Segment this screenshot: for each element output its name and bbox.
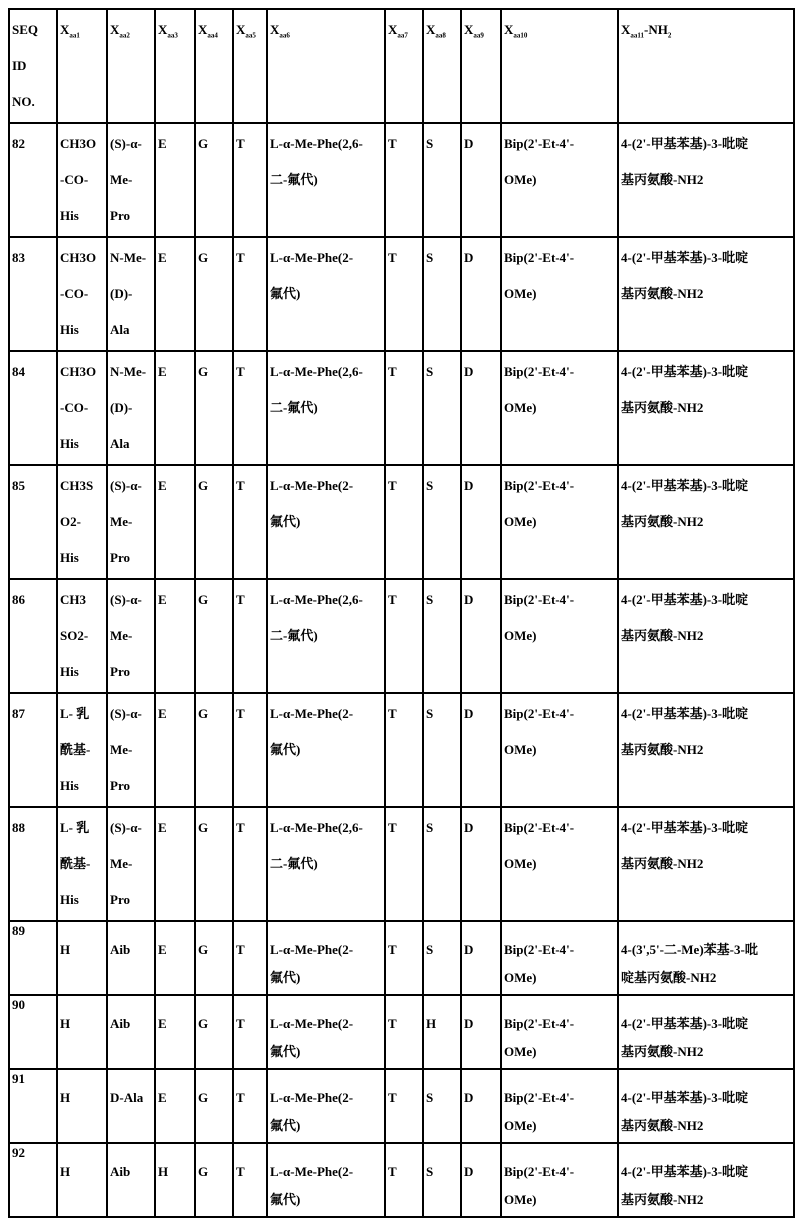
header-xaa7: Xaa7 — [385, 9, 423, 123]
table-row — [9, 693, 794, 807]
cell-x1: CH3O -CO- His — [57, 123, 107, 237]
header-xaa11: Xaa11-NH2 — [618, 9, 794, 123]
cell-x8: S — [423, 921, 461, 995]
cell-x4: G — [195, 1069, 233, 1143]
table-row — [9, 807, 794, 921]
cell-x11: 4-(2'-甲基苯基)-3-吡啶 基丙氨酸-NH2 — [618, 1143, 794, 1217]
table-row — [9, 921, 794, 995]
cell-x1: H — [57, 1143, 107, 1217]
seq-id-cell: 84 — [9, 351, 57, 465]
header-xaa10: Xaa10 — [501, 9, 618, 123]
cell-x11: 4-(2'-甲基苯基)-3-吡啶 基丙氨酸-NH2 — [618, 995, 794, 1069]
cell-x11: 4-(2'-甲基苯基)-3-吡啶 基丙氨酸-NH2 — [618, 693, 794, 807]
seq-id-cell: 88 — [9, 807, 57, 921]
cell-x10: Bip(2'-Et-4'- OMe) — [501, 921, 618, 995]
cell-x10: Bip(2'-Et-4'- OMe) — [501, 693, 618, 807]
cell-x3: E — [155, 1069, 195, 1143]
cell-x8: S — [423, 807, 461, 921]
cell-x11: 4-(2'-甲基苯基)-3-吡啶 基丙氨酸-NH2 — [618, 237, 794, 351]
seq-id-cell: 82 — [9, 123, 57, 237]
cell-x10: Bip(2'-Et-4'- OMe) — [501, 995, 618, 1069]
seq-id-cell — [9, 1069, 57, 1143]
seq-id: 91 — [12, 1072, 54, 1086]
cell-x1: H — [57, 921, 107, 995]
header-xaa4: Xaa4 — [195, 9, 233, 123]
seq-id: 89 — [12, 924, 54, 938]
cell-x3: E — [155, 807, 195, 921]
table-row — [9, 579, 794, 693]
cell-x5: T — [233, 123, 267, 237]
cell-x9: D — [461, 579, 501, 693]
cell-x3: E — [155, 693, 195, 807]
table-row — [9, 1069, 794, 1143]
cell-x8: H — [423, 995, 461, 1069]
cell-x1: L- 乳 酰基- His — [57, 693, 107, 807]
cell-x1: H — [57, 995, 107, 1069]
cell-x8: S — [423, 1143, 461, 1217]
cell-x8: S — [423, 351, 461, 465]
cell-x4: G — [195, 579, 233, 693]
cell-x5: T — [233, 807, 267, 921]
cell-x11: 4-(2'-甲基苯基)-3-吡啶 基丙氨酸-NH2 — [618, 351, 794, 465]
cell-x3: E — [155, 351, 195, 465]
cell-x7: T — [385, 921, 423, 995]
cell-x10: Bip(2'-Et-4'- OMe) — [501, 351, 618, 465]
cell-x5: T — [233, 465, 267, 579]
cell-x5: T — [233, 237, 267, 351]
cell-x5: T — [233, 921, 267, 995]
cell-x11: 4-(2'-甲基苯基)-3-吡啶 基丙氨酸-NH2 — [618, 807, 794, 921]
cell-x7: T — [385, 579, 423, 693]
cell-x4: G — [195, 123, 233, 237]
seq-id-cell: 87 — [9, 693, 57, 807]
cell-x8: S — [423, 237, 461, 351]
cell-x2: N-Me- (D)- Ala — [107, 351, 155, 465]
cell-x4: G — [195, 465, 233, 579]
cell-x10: Bip(2'-Et-4'- OMe) — [501, 807, 618, 921]
header-xaa8: Xaa8 — [423, 9, 461, 123]
cell-x8: S — [423, 1069, 461, 1143]
cell-x5: T — [233, 351, 267, 465]
cell-x6: L-α-Me-Phe(2,6- 二-氟代) — [267, 351, 385, 465]
cell-x11: 4-(2'-甲基苯基)-3-吡啶 基丙氨酸-NH2 — [618, 465, 794, 579]
cell-x1: CH3O -CO- His — [57, 237, 107, 351]
cell-x11: 4-(2'-甲基苯基)-3-吡啶 基丙氨酸-NH2 — [618, 123, 794, 237]
header-xaa1: Xaa1 — [57, 9, 107, 123]
cell-x7: T — [385, 1143, 423, 1217]
cell-x6: L-α-Me-Phe(2- 氟代) — [267, 465, 385, 579]
header-xaa9: Xaa9 — [461, 9, 501, 123]
header-row — [9, 9, 794, 123]
cell-x1: H — [57, 1069, 107, 1143]
cell-x2: (S)-α- Me- Pro — [107, 693, 155, 807]
cell-x8: S — [423, 693, 461, 807]
cell-x9: D — [461, 123, 501, 237]
cell-x9: D — [461, 693, 501, 807]
seq-id-cell: 83 — [9, 237, 57, 351]
cell-x6: L-α-Me-Phe(2- 氟代) — [267, 693, 385, 807]
cell-x6: L-α-Me-Phe(2- 氟代) — [267, 237, 385, 351]
cell-x11: 4-(2'-甲基苯基)-3-吡啶 基丙氨酸-NH2 — [618, 1069, 794, 1143]
cell-x2: (S)-α- Me- Pro — [107, 807, 155, 921]
cell-x8: S — [423, 465, 461, 579]
cell-x10: Bip(2'-Et-4'- OMe) — [501, 1069, 618, 1143]
cell-x2: (S)-α- Me- Pro — [107, 579, 155, 693]
seq-id-cell — [9, 1143, 57, 1217]
cell-x1: L- 乳 酰基- His — [57, 807, 107, 921]
sequence-table — [8, 8, 795, 1218]
cell-x9: D — [461, 465, 501, 579]
cell-x4: G — [195, 351, 233, 465]
cell-x10: Bip(2'-Et-4'- OMe) — [501, 1143, 618, 1217]
cell-x7: T — [385, 237, 423, 351]
cell-x2: (S)-α- Me- Pro — [107, 123, 155, 237]
seq-id-cell: 86 — [9, 579, 57, 693]
cell-x9: D — [461, 1143, 501, 1217]
cell-x2: Aib — [107, 1143, 155, 1217]
seq-id-cell — [9, 921, 57, 995]
cell-x6: L-α-Me-Phe(2,6- 二-氟代) — [267, 123, 385, 237]
cell-x2: N-Me- (D)- Ala — [107, 237, 155, 351]
cell-x1: CH3S O2- His — [57, 465, 107, 579]
cell-x7: T — [385, 807, 423, 921]
cell-x6: L-α-Me-Phe(2- 氟代) — [267, 1069, 385, 1143]
cell-x9: D — [461, 807, 501, 921]
header-seq-id: SEQ ID NO. — [9, 9, 57, 123]
cell-x9: D — [461, 921, 501, 995]
cell-x11: 4-(3',5'-二-Me)苯基-3-吡 啶基丙氨酸-NH2 — [618, 921, 794, 995]
cell-x5: T — [233, 1143, 267, 1217]
cell-x3: E — [155, 123, 195, 237]
header-xaa3: Xaa3 — [155, 9, 195, 123]
table-row — [9, 465, 794, 579]
table-row — [9, 1143, 794, 1217]
cell-x1: CH3O -CO- His — [57, 351, 107, 465]
cell-x7: T — [385, 693, 423, 807]
cell-x8: S — [423, 123, 461, 237]
cell-x9: D — [461, 995, 501, 1069]
header-xaa2: Xaa2 — [107, 9, 155, 123]
table-row — [9, 351, 794, 465]
cell-x6: L-α-Me-Phe(2- 氟代) — [267, 1143, 385, 1217]
cell-x9: D — [461, 351, 501, 465]
seq-id: 92 — [12, 1146, 54, 1160]
cell-x8: S — [423, 579, 461, 693]
table-row — [9, 995, 794, 1069]
cell-x5: T — [233, 995, 267, 1069]
cell-x5: T — [233, 1069, 267, 1143]
cell-x7: T — [385, 995, 423, 1069]
cell-x6: L-α-Me-Phe(2- 氟代) — [267, 995, 385, 1069]
seq-id-cell — [9, 995, 57, 1069]
header-xaa5: Xaa5 — [233, 9, 267, 123]
seq-id-cell: 85 — [9, 465, 57, 579]
cell-x7: T — [385, 351, 423, 465]
cell-x11: 4-(2'-甲基苯基)-3-吡啶 基丙氨酸-NH2 — [618, 579, 794, 693]
cell-x1: CH3 SO2- His — [57, 579, 107, 693]
cell-x4: G — [195, 237, 233, 351]
cell-x4: G — [195, 807, 233, 921]
cell-x2: (S)-α- Me- Pro — [107, 465, 155, 579]
cell-x2: D-Ala — [107, 1069, 155, 1143]
seq-id: 90 — [12, 998, 54, 1012]
cell-x6: L-α-Me-Phe(2,6- 二-氟代) — [267, 579, 385, 693]
cell-x3: E — [155, 921, 195, 995]
cell-x3: E — [155, 465, 195, 579]
table-row — [9, 237, 794, 351]
cell-x10: Bip(2'-Et-4'- OMe) — [501, 465, 618, 579]
cell-x6: L-α-Me-Phe(2,6- 二-氟代) — [267, 807, 385, 921]
cell-x4: G — [195, 921, 233, 995]
cell-x5: T — [233, 579, 267, 693]
cell-x6: L-α-Me-Phe(2- 氟代) — [267, 921, 385, 995]
cell-x3: E — [155, 995, 195, 1069]
cell-x4: G — [195, 1143, 233, 1217]
cell-x5: T — [233, 693, 267, 807]
cell-x7: T — [385, 1069, 423, 1143]
cell-x3: H — [155, 1143, 195, 1217]
cell-x7: T — [385, 465, 423, 579]
cell-x2: Aib — [107, 921, 155, 995]
cell-x9: D — [461, 237, 501, 351]
cell-x10: Bip(2'-Et-4'- OMe) — [501, 123, 618, 237]
cell-x4: G — [195, 693, 233, 807]
cell-x4: G — [195, 995, 233, 1069]
header-xaa6: Xaa6 — [267, 9, 385, 123]
cell-x3: E — [155, 237, 195, 351]
cell-x10: Bip(2'-Et-4'- OMe) — [501, 579, 618, 693]
table-row — [9, 123, 794, 237]
cell-x10: Bip(2'-Et-4'- OMe) — [501, 237, 618, 351]
cell-x2: Aib — [107, 995, 155, 1069]
cell-x9: D — [461, 1069, 501, 1143]
cell-x7: T — [385, 123, 423, 237]
cell-x3: E — [155, 579, 195, 693]
